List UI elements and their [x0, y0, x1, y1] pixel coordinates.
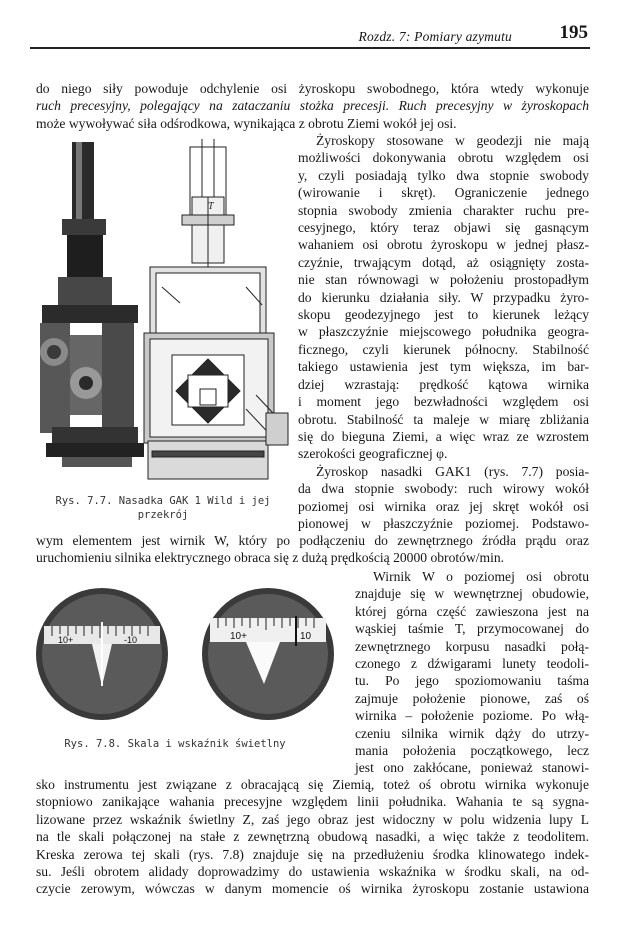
- text-line: lizowane przez wskaźnik świetlny Z, zaś jego obraz jest widoczny w polu widzenia lupy L: [36, 811, 589, 827]
- mid-paragraph: [36, 532, 589, 567]
- figure-7-7-caption: [32, 494, 294, 522]
- left-dial: [36, 588, 168, 720]
- text-line: stopnia swobody zmienia charakter ruchu pre-: [298, 202, 589, 218]
- text-line: się do bieguna Ziemi, a więc wraz ze wzrostem: [298, 428, 589, 444]
- page-number: 195: [559, 22, 588, 43]
- label-w: W: [203, 374, 214, 386]
- text-line: da dwa stopnie swobody: ruch wirowy wokół: [298, 481, 589, 497]
- caption-line: przekrój: [137, 509, 189, 521]
- gak1-photo: [32, 137, 144, 491]
- gak1-illustration: [32, 137, 290, 491]
- text-line: su. Jeśli obrotem alidady doprowadzimy do ustawienia wskaźnika w środku skali, na od-: [36, 864, 589, 880]
- text-line: [36, 97, 589, 114]
- figure-7-7: [32, 137, 290, 491]
- text-line: której górna część zawieszona jest na: [355, 603, 589, 619]
- bottom-paragraph: [36, 776, 589, 898]
- text-line: wirnika – położenie poziome. Po włą-: [355, 708, 589, 724]
- text-line: wym elementem jest wirnik W, który po podłączeniu do zewnętrznego źródła prądu oraz: [36, 533, 589, 548]
- caption-line: Rys. 7.7. Nasadka GAK 1 Wild i jej: [55, 495, 271, 507]
- text-line: wąskiej taśmie T, przymocowanej do: [355, 621, 589, 637]
- text-line: pionowej w płaszczyźnie poziomej. Podstawo-: [298, 515, 589, 531]
- italic-term: ruch precesyjny, polegający na zataczaniu stożka precesji. Ruch precesyjny w żyroskopach: [36, 98, 589, 114]
- text-line: cesyjnego, który teraz objawi się gasnącym: [298, 220, 589, 236]
- text-line: stopniowo zanikające wahania precesyjne względem linii południka. Wahania te są sygna-: [36, 794, 589, 810]
- text-line: Wirnik W o poziomej osi obrotu: [373, 569, 589, 584]
- text-line: Żyroskopy stosowane w geodezji nie mają: [316, 133, 589, 148]
- figure-7-8: [34, 586, 338, 726]
- text-line: do kierunku działania siły. W przypadku żyro-: [298, 289, 589, 305]
- right-dial: [202, 588, 334, 720]
- text-line: szerokości geograficznej φ.: [298, 446, 448, 462]
- text-line: uruchomieniu silnika elektrycznego obraca się z dużą prędkością 20000 obrotów/min.: [36, 550, 505, 566]
- right-dial-label-left: 10+: [230, 631, 247, 642]
- text-line: zewnętrznego korpusu nasadki połą-: [355, 638, 589, 654]
- chapter-title: Rozdz. 7: Pomiary azymutu: [358, 29, 512, 44]
- page-header: [30, 22, 590, 48]
- text-line: czonego z dźwigarami lunety teodoli-: [355, 656, 589, 672]
- left-dial-label-left: 10+: [58, 635, 74, 645]
- intro-paragraph: [36, 80, 589, 132]
- right-dial-label-right: 10: [300, 631, 312, 642]
- label-t: T: [208, 201, 214, 212]
- text-line: zajmuje położenie pionowe, zaś oś: [355, 690, 589, 706]
- right-column-paragraph-2: [355, 568, 589, 777]
- text-line: jest ono zakłócane, ponieważ stanowi-: [355, 760, 589, 776]
- text-line: skopu geodezyjnego jest to kierunek leżący: [298, 307, 589, 323]
- text-line: obrotu. Stabilność ta maleje w miarę zbliżania: [298, 411, 589, 427]
- header-rule: [30, 47, 590, 49]
- left-dial-label-right: -10: [124, 635, 138, 645]
- text-line: ficznego, czyli kierunek północny. Stabilność: [298, 341, 589, 357]
- text-line: wahaniem osi obrotu żyroskopu w jednej płasz-: [298, 237, 589, 253]
- gak1-cross-section: [144, 139, 288, 479]
- text-line: y, czyli posiadają tylko dwa stopnie swobody: [298, 167, 589, 183]
- text-line: (wirowanie i skręt). Ograniczenie jednego: [298, 185, 589, 201]
- text-line: może wywoływać siła odśrodkowa, wynikająca z obrotu Ziemi wokół jej osi.: [36, 115, 457, 131]
- text-line: możliwości dokonywania obrotu względem osi: [298, 150, 589, 166]
- text-line: dziej wzrastają: prędkość kątowa wirnika: [298, 376, 589, 392]
- text-line: tu. Po jego spoziomowaniu taśma: [355, 673, 589, 689]
- text-line: takiego ustawienia jest tym większa, im bar-: [298, 359, 589, 375]
- text-line: i moment jego bezwładności względem osi: [298, 394, 589, 410]
- text-line: sko instrumentu jest związane z obracającą się Ziemią, toteż oś obrotu wirnika wykonuje: [36, 777, 589, 792]
- figure-7-8-caption: Rys. 7.8. Skala i wskaźnik świetlny: [64, 738, 286, 750]
- text-line: nie stan równowagi w położeniu prostopadłym: [298, 272, 589, 288]
- text-line: do niego siły powoduje odchylenie osi żyroskopu swobodnego, która wtedy wykonuje: [36, 81, 589, 96]
- text-line: poziomej osi wirnika oraz jej skręt wokół osi: [298, 498, 589, 514]
- text-line: w płaszczyźnie miejscowego południka geogra-: [298, 324, 589, 340]
- text-line: mania położenia początkowego, lecz: [355, 743, 589, 759]
- text-line: Kreska zerowa tej skali (rys. 7.8) znajduje się na przedłużeniu środka klinowatego indek-: [36, 846, 589, 862]
- text-line: czycie zerowym, wówczas w danym momencie oś wirnika żyroskopu zostanie ustawiona: [36, 881, 589, 897]
- right-column-paragraph: [298, 132, 589, 532]
- text-line: czyźnie, trwającym dotąd, aż osiągnięty zosta-: [298, 254, 589, 270]
- scale-dials: [34, 586, 338, 726]
- text-line: znajduje się w wewnętrznej obudowie,: [355, 586, 589, 602]
- text-line: Żyroskop nasadki GAK1 (rys. 7.7) posia-: [316, 463, 589, 479]
- text-line: na tle skali połączonej na stałe z zewnętrzną obudową nasadki, a więc także z teodolitem.: [36, 829, 589, 845]
- text-line: czeniu silnika wirnik dąży do utrzy-: [355, 725, 589, 741]
